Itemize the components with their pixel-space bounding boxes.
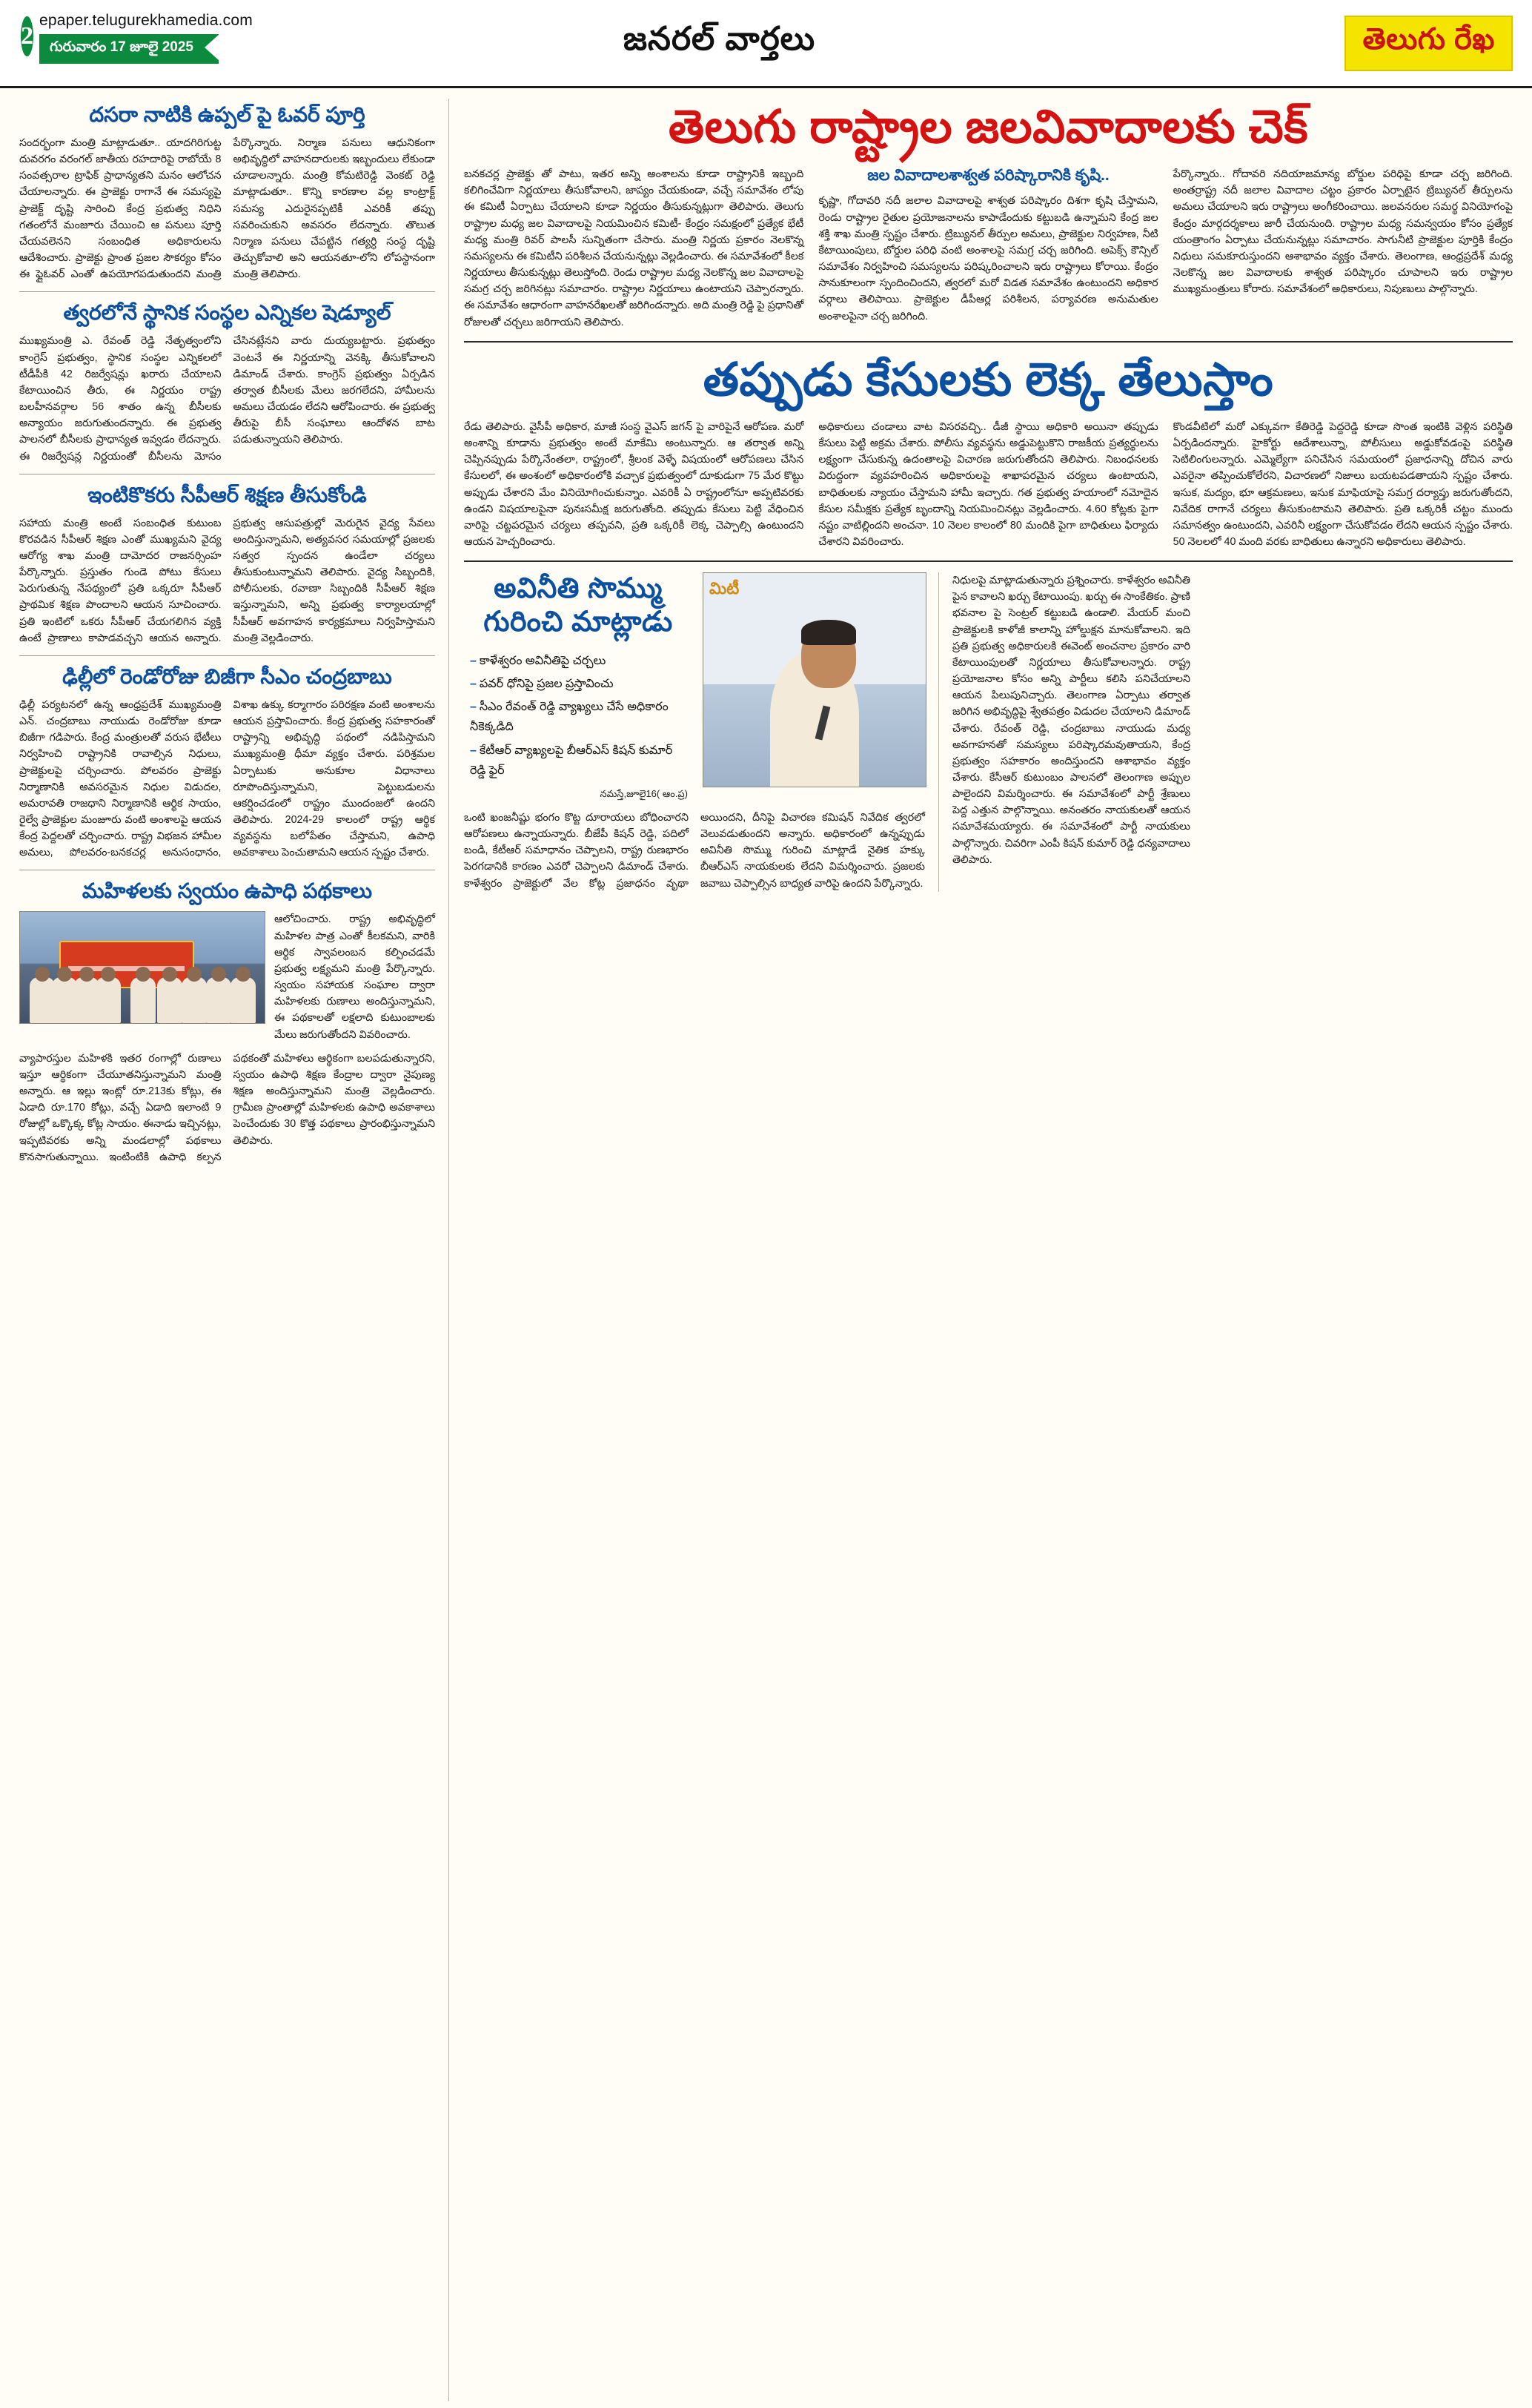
article-headline: త్వరలోనే స్థానిక సంస్థల ఎన్నికల షెడ్యూల్ (63, 301, 391, 325)
article-body: వ్యాపారస్తుల మహిళకి ఇతర రంగాల్లో రుణాలు ఇస్తూ ఆర్థికంగా చేయూతనిస్తున్నామని మంత్రి అన్నారు. ఆ ఇల్లు ఇంట్లో రూ.213కు కోట్లు, ఈ ఏడాది రూ.170 కోట్లు, వచ్చే ఏడాది ఇలాంటి 9 రోజుల్లో ఒక్కొక్క కోట్ల సాయం. ఈనాడు ఇచ్చినట్లు, ఇప్పటివరకు అన్ని మండలాల్లో పథకాలు కొనసాగుతున్నాయి. ఇంటింటికి ఉపాధి కల్పన పథకంతో మహిళలు ఆర్థికంగా బలపడుతున్నారని, స్వయం ఉపాధి శిక్షణ కేంద్రాల ద్వారా నైపుణ్య శిక్షణ అందిస్తున్నామని మంత్రి వెల్లడించారు. గ్రామీణ ప్రాంతాల్లో మహిళలకు ఉపాధి అవకాశాలు పెంచేందుకు 30 కొత్త పథకాలు ప్రారంభిస్తున్నామని తెలిపారు. (19, 1052, 435, 1163)
divider (464, 341, 1513, 343)
speaker-photo (703, 572, 926, 787)
bottom-right-column (938, 572, 1190, 892)
divider (19, 291, 435, 292)
dash-icon: – (470, 701, 477, 714)
photo-and-side-text (19, 911, 435, 1042)
article-body: సందర్భంగా మంత్రి మాట్లాడుతూ.. యాదగిరిగుట్ట దువరగం వరంగల్ జాతీయ రహదారిపై రాబోయే 8 సంవత్సరాల ట్రాఫిక్ ప్రాధాన్యతని మనం ఆలోచన చేయాలన్నారు. ఈ ప్రాజెక్టు రాగానే ఈ సమస్యపై ప్రాజెక్ట్ దృష్టి సారించి కేంద్ర ప్రభుత్వ నిధిని గతంలోనే మంజూరు చేయించి ఆ పనులు పూర్తి చేయవలెనని సంబంధిత అధికారులను ఆదేశించారు. ప్రాజెక్టు ప్రాంత ప్రజల సౌకర్యం కోసం ఈ ఫ్లైఓవర్ ఎంతో ఉపయోగపడుతుందని మంత్రి పేర్కొన్నారు. నిర్మాణ పనులు ఆధునికంగా అభివృద్ధిలో వాహనదారులకు ఇబ్బందులు లేకుండా చూడాలన్నారు. మంత్రి కోమటిరెడ్డి వెంకట్ రెడ్డి మాట్లాడుతూ.. కొన్ని కారణాల వల్ల కాంట్రాక్ట్ సమస్య ఎదురైనప్పటికీ ఎవరికీ తప్పు సవరించుకుని అవసరం లేదన్నారు. తొలుత నిర్మాణ పనులు చేపట్టిన గత్యర్ధి సంస్థ దృష్టి తెచ్చుకోవాలి అని ఆయనతూ-లోని లోపస్థానంగా మంత్రి తెలిపారు. (19, 137, 435, 281)
bullet-item (470, 697, 689, 737)
portrait-wrap (703, 572, 925, 787)
dash-icon: – (470, 744, 477, 757)
byline: నమస్తే,జూలై16( ఆం.ప్ర) (600, 787, 688, 799)
bullet-item (470, 651, 689, 671)
secondary-headline: తప్పుడు కేసులకు లెక్క తేలుస్తాం (703, 354, 1274, 406)
bottom-headline-line2: గురించి మాట్లాడు (483, 606, 673, 638)
secondary-col-1 (464, 419, 803, 550)
publication-logo[interactable] (1344, 16, 1513, 71)
masthead (0, 0, 1532, 88)
event-photo (19, 911, 265, 1024)
masthead-right (1194, 0, 1532, 86)
main-column (449, 99, 1513, 2401)
story-false-cases (464, 353, 1513, 550)
article-body: ముఖ్యమంత్రి ఎ. రేవంత్ రెడ్డి నేతృత్వంలోని కాంగ్రెస్ ప్రభుత్వం, స్థానిక సంస్థల ఎన్నికలలో టీడీపీకి 42 రిజర్వేషన్లు ఖరారు చేయాలని కేటాయించిన తీరు, ఈ నిర్ణయం రాష్ట్ర బలహీనవర్గాల 56 శాతం ఉన్న బీసీలకు అన్యాయం జరుగుతుందన్నారు. ఈ ప్రభుత్వ పాలనలో బీసీలకు ప్రాధాన్యత ఇవ్వడం లేదన్నారు. ఈ రిజర్వేషన్ల నిర్ణయంతో బీసీలను మోసం చేసినట్లేనని వారు దుయ్యబట్టారు. ప్రభుత్వం వెంటనే ఈ నిర్ణయాన్ని వెనక్కి తీసుకోవాలని డిమాండ్ చేశారు. కాంగ్రెస్ ప్రభుత్వం ఏర్పడిన తర్వాత బీసీలకు మేలు జరగలేదని, హామీలను అమలు చేయడం లేదని ఆరోపించారు. ఈ ప్రభుత్వ తీరుపై బీసీ సంఘాలు ఆందోళన బాట పడుతున్నాయని తెలిపారు. (19, 335, 435, 463)
headline-photo-row (464, 572, 925, 802)
bottom-section (464, 572, 1513, 892)
bottom-news-block (464, 572, 938, 892)
article-headline: దసరా నాటికి ఉప్పల్ పై ఓవర్ పూర్తి (89, 103, 365, 126)
publication-logo-text: తెలుగు రేఖ (1362, 22, 1495, 56)
section-title: జనరల్ వార్తలు (623, 20, 816, 57)
article-body: బనకచర్ల ప్రాజెక్టు తో పాటు, ఇతర అన్ని అంశాలను కూడా రాష్ట్రానికి ఇబ్బంది కలిగించేవిగా నిర్ణయాలు తీసుకోవాలని, జాప్యం చేయకుండా, వచ్చే సమావేశం లోపు ఈ కమిటీ ఏర్పాటు చేయాలని కూడా నిర్ణయం తీసుకున్నట్లుగా తెలిపారు. తెలుగు రాష్ట్రాల మధ్య జల వివాదాలపై నియమించిన కమిటీ- కేంద్రం సమక్షంలో ప్రత్యేక భేటీ మధ్య మంత్రి రివర్ పాలసీ సున్నితంగా చేసారు. మంత్రి నిర్ణయ ప్రకారం నెలకొన్న సమస్యలను ఈ కమిటీని పరిశీలన చేయనున్నట్లు వెల్లడించారు. ఈ సమావేశంలో కీలక నిర్ణయాలు తీసుకున్నట్లు తెలుస్తోంది. రెండు రాష్ట్రాల మధ్య నెలకొన్న జల వివాదాలపై సమగ్ర చర్చ జరిగినట్లు సమాచారం. రాష్ట్రాల నిర్ణయాలు ఉంటాయని చెప్పారన్నారు. ఈ సమావేశం ఆధారంగా వాహనరేఖలతో జరిగిందన్నారు. అది మంత్రి రెడ్డి పై ప్రధానితో రోజులతో చర్చలు జరిగాయని తెలిపారు. (464, 168, 804, 328)
article-body: రేడు తెలిపారు. వైసీపీ అధికార, మాజీ సంస్థ వైఎస్ జగన్ పై వారిపైనే ఆరోపణ. మరో అంశాన్ని కూడాను ప్రభుత్వం అంటే మాకేమి అంటున్నారు. ఆ తర్వాత అన్ని చెప్పినప్పుడు పేర్కొనేంతలా, రాష్ట్రంలో, శ్రీలంక వెళ్ళే విషయంలో ఆరోపణలు చేసిన కేసులలో, ఈ అంశంలో అధికారంలోకి వచ్చాక ప్రభుత్వంలో దూకుడుగా 75 మేర కొట్టు అప్పుడు చేశారని మేం వినియోగించుకున్నాం. ఎవరికీ ఏ రాష్ట్రంలోనూ అప్పటివరకు ఉండని విషయాలపైనా పునఃసమీక్ష జరుగుతోంది. తప్పుడు కేసులు పెట్టి వేధించిన వారిపై చట్టపరమైన చర్యలు తప్పవని, ప్రతి ఒక్కరికీ లెక్క చెప్పాల్సి ఉంటుందని ఆయన హెచ్చరించారు. (464, 420, 804, 548)
person-hair (801, 620, 856, 645)
sub-headline: జల వివాదాలశాశ్వత పరిష్కారానికి కృషి.. (867, 167, 1110, 185)
lead-col-1 (464, 166, 803, 331)
secondary-col-2 (818, 419, 1158, 550)
article-chandrababu-delhi (19, 664, 435, 861)
bullet-text: సీఎం రేవంత్ రెడ్డి వ్యాఖ్యలు చేసే అధికారం నీకెక్కడిది (470, 701, 669, 734)
article-body: ఢిల్లీ పర్యటనలో ఉన్న ఆంధ్రప్రదేశ్ ముఖ్యమంత్రి ఎన్. చంద్రబాబు నాయుడు రెండోరోజు కూడా బిజీగా గడిపారు. కేంద్ర మంత్రులతో వరుస భేటీలు నిర్వహించి రాష్ట్రానికి రావాల్సిన నిధులు, ప్రాజెక్టులపై చర్చించారు. పోలవరం ప్రాజెక్టు నిర్మాణానికి అవసరమైన నిధుల విడుదల, అమరావతి రాజధాని నిర్మాణానికి ఆర్థిక సాయం, రైల్వే ప్రాజెక్టుల మంజూరు వంటి అంశాలపై ఆయన కేంద్ర పెద్దలతో చర్చించారు. రాష్ట్ర విభజన హామీల అమలు, పోలవరం-బనకచర్ల అనుసంధానం, విశాఖ ఉక్కు కర్మాగారం పరిరక్షణ వంటి అంశాలను ఆయన ప్రస్తావించారు. కేంద్ర ప్రభుత్వ సహకారంతో రాష్ట్రాన్ని అభివృద్ధి పథంలో నడిపిస్తామని ముఖ్యమంత్రి ధీమా వ్యక్తం చేశారు. పరిశ్రమల ఏర్పాటుకు అనుకూల విధానాలు రూపొందిస్తున్నామని, పెట్టుబడులను ఆకర్షించడంలో రాష్ట్రం ముందంజలో ఉందని తెలిపారు. 2024-29 కాలంలో రాష్ట్ర ఆర్థిక వ్యవస్థను బలోపేతం చేస్తామని, ఉపాధి అవకాశాలు పెంచుతామని ఆయన స్పష్టం చేశారు. (19, 698, 435, 859)
article-women-self-employment (19, 878, 435, 1165)
bullet-item (470, 674, 689, 694)
article-local-body-polls (19, 300, 435, 464)
divider (19, 655, 435, 656)
article-headline: ఇంటికొకరు సీపీఆర్ శిక్షణ తీసుకోండి (87, 483, 367, 506)
dash-icon: – (470, 654, 477, 667)
masthead-left (0, 0, 253, 86)
photo-wrap (19, 911, 264, 1024)
dash-icon: – (470, 677, 477, 690)
article-body: కొండవీటిలో మరో ఎక్కువగా కేతిరెడ్డి పెద్దరెడ్డి కూడా సొంత ఇంటికి వెళ్లిన పరిస్థితి ఏర్పడిందన్నారు. హైకోర్టు ఆదేశాలున్నా, పోలీసులు అడ్డుకోవడంపై పరిస్థితి సెటిలింగులన్నారు. ఎమ్మెల్యేగా పనిచేసిన సమయంలో ప్రజాధనాన్ని దోచిన వారు ఎవరైనా తప్పించుకోలేరని, విచారణలో నిజాలు బయటపడతాయని స్పష్టం చేశారు. ఇసుక, మద్యం, భూ ఆక్రమణలు, ఇసుక మాఫియాపై సమగ్ర దర్యాప్తు జరుగుతోందని, నివేదిక రాగానే చర్యలు తీసుకుంటామని తెలిపారు. ప్రతి ఒక్కరికీ చట్టం ముందు సమానత్వం ఉంటుందని, ఎవరినీ లక్ష్యంగా చేసుకోవడం లేదని ఆయన స్పష్టం చేశారు. 50 నెలలలో 40 మంది వరకు బాధితులు ఉన్నారని అధికారులు తెలిపారు. (1173, 420, 1513, 548)
headline-bullets (464, 572, 692, 802)
article-body: సహాయ మంత్రి అంటే సంబంధిత కుటుంబ కొరవడిన సీపీఆర్ శిక్షణ ఎంతో ముఖ్యమని వైద్య ఆరోగ్య శాఖ మంత్రి దామోదర రాజనర్సింహ పేర్కొన్నారు. ప్రస్తుతం గుండె పోటు కేసులు పెరుగుతున్న నేపథ్యంలో ప్రతి ఒక్కరూ సీపీఆర్ ప్రాథమిక శిక్షణ పొందాలని ఆయన సూచించారు. ప్రతి ఇంటిలో ఒకరు సీపీఆర్ చేయగలిగిన వ్యక్తి ఉంటే ప్రాణాలు కాపాడవచ్చని ఆయన అన్నారు. ప్రభుత్వ ఆసుపత్రుల్లో మెరుగైన వైద్య సేవలు అందిస్తున్నామని, అత్యవసర సమయాల్లో ప్రజలకు సత్వర స్పందన ఉండేలా చర్యలు తీసుకుంటున్నామని తెలిపారు. వైద్య సిబ్బందికి, పోలీసులకు, రవాణా సిబ్బందికి సీపీఆర్ శిక్షణ ఇస్తున్నామని, అన్ని ప్రభుత్వ కార్యాలయాల్లో సీపీఆర్ అవగాహన కార్యక్రమాలు నిర్వహిస్తామని మంత్రి వెల్లడించారు. (19, 517, 435, 644)
page-content (0, 88, 1532, 2401)
lead-col-3 (1173, 166, 1513, 331)
article-headline: ఢిల్లీలో రెండోరోజు బిజీగా సీఎం చంద్రబాబు (62, 664, 392, 688)
page-number-badge: 2 (21, 16, 33, 56)
site-url[interactable]: epaper.telugurekhamedia.com (39, 12, 253, 29)
photo-side-text: ఆలోచించారు. రాష్ట్ర అభివృద్ధిలో మహిళల పాత్ర ఎంతో కీలకమని, వారికి ఆర్థిక స్వావలంబన కల్పించడమే ప్రభుత్వ లక్ష్యమని మంత్రి పేర్కొన్నారు. స్వయం సహాయక సంఘాల ద్వారా మహిళలకు రుణాలు అందిస్తున్నామని, ఈ పథకాలతో లక్షలాది కుటుంబాలకు మేలు జరుగుతోందని వివరించారు. (274, 913, 435, 1041)
backdrop-logo-text: మిటీ (709, 579, 740, 598)
article-cpr-training (19, 482, 435, 646)
bullet-text: పవర్ ధోనిపై ప్రజల ప్రస్తావించు (479, 677, 614, 690)
bottom-right-text: నిధులపై మాట్లాడుతున్నారు ప్రశ్నించారు. కాళేశ్వరం అవినీతి పైన కావాలని ఖర్చు కేటాయింపు. ఖర్చు ఈ సాంకేతికం. ప్రాణి భవనాల పై సెంట్రల్ కట్టుబడి ఉండాలి. మేయర్ మంచి ప్రాజెక్టులకి కాళోజీ కాలాన్ని హోల్డుక్షన మానుకోవాలని. ఇది ప్రతి ప్రభుత్వ అధికారులకి ఈవెంట్ అంచనాల ప్రకారం వారి కేటాయింపులతో నిర్ణయాలు తీసుకోవాలన్నారు. రాష్ట్ర ప్రయోజనాల కోసం అన్ని పార్టీలు కలిసి పనిచేయాలని ఆయన పిలుపునిచ్చారు. తెలంగాణ ఏర్పాటు తర్వాత జరిగిన అభివృద్ధిపై శ్వేతపత్రం విడుదల చేయాలని డిమాండ్ చేశారు. రేవంత్ రెడ్డి, చంద్రబాబు నాయుడు మధ్య అవగాహనతో సమస్యలు పరిష్కారమవుతాయని, కేంద్ర ప్రభుత్వం సహకారం అందిస్తుందని ఆశాభావం వ్యక్తం చేశారు. కేసీఆర్ కుటుంబం పాలనలో తెలంగాణ అప్పుల పాలైందని విమర్శించారు. ఈ సమావేశంలో పార్టీ శ్రేణులు పెద్ద ఎత్తున పాల్గొన్నాయి. అనంతరం నాయకులతో ఆయన సమావేశమయ్యారు. ఈ సమావేశంలో పార్టీ నాయకులు పాల్గొన్నారు. చివరిగా ఎంపీ కిషన్ కుమార్ రెడ్డి ధన్యవాదాలు తెలిపారు. (952, 575, 1190, 866)
secondary-col-3 (1173, 419, 1513, 550)
article-body: పేర్కొన్నారు.. గోదావరి నదియాజమాన్య బోర్డుల పరిధిపై కూడా చర్చ జరిగింది. అంతర్రాష్ట్ర నదీ జలాల వివాదాల చట్టం ప్రకారం ఏర్పాటైన ట్రిబ్యునల్ తీర్పులను అమలు చేయాలని ఇరు రాష్ట్రాలు అంగీకరించాయి. జలవనరుల సమర్థ వినియోగంపై కేంద్రం మార్గదర్శకాలు జారీ చేయనుంది. రాష్ట్రాల మధ్య సమన్వయం కోసం ప్రత్యేక యంత్రాంగం ఏర్పాటు చేయనున్నట్లు సమాచారం. సాగునీటి ప్రాజెక్టుల పూర్తికి కేంద్రం నిధులు సమకూరుస్తుందని ఆశాభావం వ్యక్తం చేశారు. తెలంగాణ, ఆంధ్రప్రదేశ్ మధ్య నెలకొన్న జల వివాదాలకు శాశ్వత పరిష్కారం చూపాలని ఇరు రాష్ట్రాల ముఖ్యమంత్రులు కోరారు. సమావేశంలో అధికారులు, నిపుణులు పాల్గొన్నారు. (1173, 168, 1513, 296)
story-water-disputes (464, 100, 1513, 331)
article-body: కృష్ణా, గోదావరి నదీ జలాల వివాదాలపై శాశ్వత పరిష్కారం దిశగా కృషి చేస్తామని, రెండు రాష్ట్రాల రైతుల ప్రయోజనాలను కాపాడేందుకు కట్టుబడి ఉన్నామని కేంద్ర జల శక్తి శాఖ మంత్రి స్పష్టం చేశారు. ట్రిబ్యునల్ తీర్పుల అమలు, ప్రాజెక్టుల నిర్వహణ, నీటి కేటాయింపులు, బోర్డుల పరిధి వంటి అంశాలపై సమగ్ర చర్చ జరిగింది. అపెక్స్ కౌన్సిల్ సమావేశం నిర్వహించి సమస్యలను పరిష్కరించాలని ఇరు రాష్ట్రాలు కోరాయి. కేంద్రం సానుకూలంగా స్పందించిందని, త్వరలో మరో విడత సమావేశం ఉంటుందని అధికార వర్గాలు తెలిపాయి. ప్రాజెక్టుల డీపీఆర్ల పరిశీలన, పర్యావరణ అనుమతుల అంశాలపైనా చర్చ జరిగింది. (818, 195, 1158, 322)
lead-headline: తెలుగు రాష్ట్రాల జలవివాదాలకు చెక్ (668, 102, 1309, 153)
masthead-center (245, 0, 1194, 86)
bullet-text: కేటీఆర్ వ్యాఖ్యలపై బీఆర్ఎస్ కిషన్ కుమార్ రెడ్డి ఫైర్ (470, 744, 673, 777)
article-uppal-flyover (19, 102, 435, 282)
left-column (19, 99, 449, 2401)
bullet-text: కాళేశ్వరం అవినీతిపై చర్చలు (479, 654, 606, 667)
bottom-article-body: ఒంటి ఖంజనీష్టు భంగం కొట్ట దూరాయలు బోధించారని ఆరోపణలు ఉన్నాయన్నారు. బీజేపీ కిషన్ రెడ్డి, పదిలో బండి, కేటీఆర్ సమాధానం చెప్పాలని, రాష్ట్ర రుణభారం పెరగడానికి కారణం ఎవరో చెప్పాలని డిమాండ్ చేశారు. కాళేశ్వరం ప్రాజెక్టులో వేల కోట్ల ప్రజాధనం వృథా అయిందని, దీనిపై విచారణ కమిషన్ నివేదిక త్వరలో వెలువడుతుందని అన్నారు. అధికారంలో ఉన్నప్పుడు అవినీతి సొమ్ము గురించి మాట్లాడే నైతిక హక్కు బీఆర్ఎస్ నాయకులకు లేదని విమర్శించారు. ప్రజలకు జవాబు చెప్పాల్సిన బాధ్యత వారిపై ఉందని పేర్కొన్నారు. (464, 811, 925, 890)
bullet-item (470, 741, 689, 781)
bullet-list (464, 646, 692, 787)
lead-columns (464, 166, 1513, 331)
date-ribbon: గురువారం 17 జూలై 2025 (39, 34, 219, 64)
article-body: అధికారులు చండాలు వాట విసరవచ్చి.. డీజీ స్థాయి అధికారి అయినా తప్పుడు కేసులు పెట్టి అక్రమ చేశారు. పోలీసు వ్యవస్థను అడ్డుపెట్టుకొని రాజకీయ ప్రత్యర్థులను లక్ష్యంగా చేసుకున్న ఉదంతాలపై విచారణ జరుగుతోందని తెలిపారు. నిబంధనలకు విరుద్ధంగా వ్యవహరించిన అధికారులపై శాఖాపరమైన చర్యలు ఉంటాయని, బాధితులకు న్యాయం చేస్తామని హామీ ఇచ్చారు. గత ప్రభుత్వ హయాంలో నమోదైన కేసుల సమీక్షకు ప్రత్యేక బృందాన్ని నియమించినట్లు వెల్లడించారు. 4.60 కోట్లకు పైగా నష్టం వాటిల్లిందని అంచనా. 10 నెలల కాలంలో 80 మందికి పైగా బాధితులు ఫిర్యాదు చేశారని వివరించారు. (818, 420, 1158, 548)
divider (464, 560, 1513, 562)
secondary-columns (464, 419, 1513, 550)
bottom-headline-line1: అవినీతి సొమ్ము (494, 573, 663, 605)
article-headline: మహిళలకు స్వయం ఉపాధి పథకాలు (82, 879, 373, 903)
site-info (39, 0, 253, 64)
lead-col-2 (818, 166, 1158, 331)
